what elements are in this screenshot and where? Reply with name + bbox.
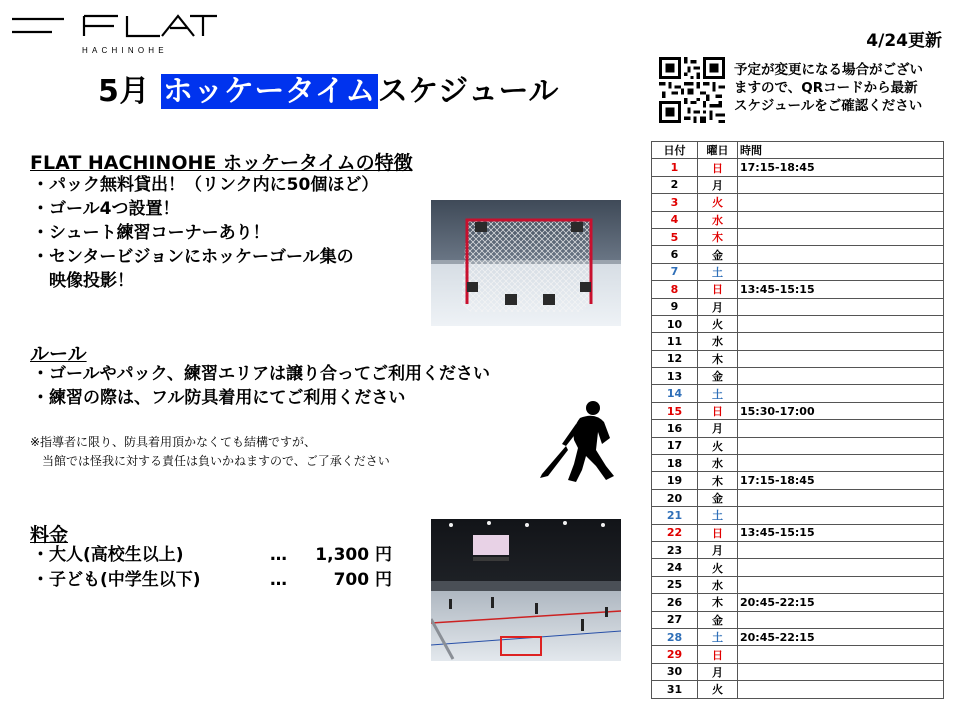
page-title <box>98 66 559 110</box>
logo-subtitle: HACHINOHE <box>82 46 168 55</box>
schedule-time: 17:15-18:45 <box>738 159 944 176</box>
flat-logo-mark <box>12 14 217 40</box>
schedule-row <box>652 594 944 611</box>
schedule-date: 5 <box>652 228 698 245</box>
schedule-date: 12 <box>652 350 698 367</box>
schedule-time <box>738 176 944 193</box>
price-label: ・子ども(中学生以下) <box>32 570 201 590</box>
schedule-row <box>652 611 944 628</box>
schedule-date: 29 <box>652 646 698 663</box>
hockey-goal-photo <box>431 200 621 326</box>
schedule-date: 1 <box>652 159 698 176</box>
schedule-dow: 水 <box>698 455 738 472</box>
schedule-date: 11 <box>652 333 698 350</box>
qr-note <box>734 61 923 115</box>
qr-note-line: ますので、QRコードから最新 <box>734 80 918 96</box>
schedule-time: 20:45-22:15 <box>738 594 944 611</box>
schedule-row <box>652 437 944 454</box>
schedule-date: 13 <box>652 368 698 385</box>
schedule-time <box>738 298 944 315</box>
price-amount: 1,300 円 <box>315 545 392 565</box>
schedule-date: 9 <box>652 298 698 315</box>
schedule-dow: 日 <box>698 402 738 419</box>
schedule-time <box>738 663 944 680</box>
schedule-dow: 土 <box>698 263 738 280</box>
price-leader: … <box>270 545 287 565</box>
header-dow: 曜日 <box>698 142 738 159</box>
schedule-row <box>652 402 944 419</box>
price-amount: 700 円 <box>333 570 392 590</box>
schedule-time <box>738 368 944 385</box>
schedule-dow: 金 <box>698 611 738 628</box>
schedule-dow: 月 <box>698 298 738 315</box>
note-line: ※指導者に限り、防具着用頂かなくても結構ですが、 <box>30 435 317 449</box>
schedule-row <box>652 507 944 524</box>
schedule-date: 7 <box>652 263 698 280</box>
schedule-date: 6 <box>652 246 698 263</box>
features-heading: FLAT HACHINOHE ホッケータイムの特徴 <box>30 152 413 174</box>
schedule-date: 21 <box>652 507 698 524</box>
schedule-time <box>738 507 944 524</box>
schedule-row <box>652 333 944 350</box>
note-line: 当館では怪我に対する責任は負いかねますので、ご了承ください <box>30 454 390 468</box>
schedule-date: 8 <box>652 281 698 298</box>
schedule-time: 20:45-22:15 <box>738 628 944 645</box>
schedule-row <box>652 472 944 489</box>
schedule-date: 27 <box>652 611 698 628</box>
schedule-row <box>652 246 944 263</box>
schedule-row <box>652 541 944 558</box>
schedule-date: 23 <box>652 541 698 558</box>
schedule-row <box>652 211 944 228</box>
schedule-dow: 土 <box>698 507 738 524</box>
schedule-row <box>652 576 944 593</box>
schedule-dow: 火 <box>698 194 738 211</box>
schedule-time: 15:30-17:00 <box>738 402 944 419</box>
rules-heading: ルール <box>30 343 87 365</box>
schedule-dow: 水 <box>698 576 738 593</box>
schedule-time <box>738 228 944 245</box>
schedule-date: 16 <box>652 420 698 437</box>
schedule-dow: 火 <box>698 315 738 332</box>
schedule-row <box>652 663 944 680</box>
rule-item: ・練習の際は、フル防具着用にてご利用ください <box>32 388 406 408</box>
schedule-dow: 月 <box>698 541 738 558</box>
schedule-dow: 月 <box>698 663 738 680</box>
schedule-date: 4 <box>652 211 698 228</box>
schedule-row <box>652 281 944 298</box>
schedule-dow: 金 <box>698 368 738 385</box>
schedule-time <box>738 611 944 628</box>
schedule-row <box>652 489 944 506</box>
schedule-time <box>738 246 944 263</box>
schedule-dow: 月 <box>698 420 738 437</box>
schedule-dow: 木 <box>698 350 738 367</box>
schedule-body <box>652 159 944 698</box>
feature-item: ・パック無料貸出！（リンク内に50個ほど） <box>32 175 379 195</box>
schedule-date: 30 <box>652 663 698 680</box>
schedule-date: 19 <box>652 472 698 489</box>
schedule-row <box>652 420 944 437</box>
schedule-dow: 金 <box>698 489 738 506</box>
schedule-time <box>738 489 944 506</box>
schedule-dow: 火 <box>698 559 738 576</box>
schedule-time: 13:45-15:15 <box>738 281 944 298</box>
schedule-time <box>738 350 944 367</box>
rules-list <box>32 362 490 410</box>
schedule-dow: 月 <box>698 176 738 193</box>
updated-date: 4/24更新 <box>866 31 942 51</box>
schedule-time: 17:15-18:45 <box>738 472 944 489</box>
schedule-row <box>652 559 944 576</box>
schedule-dow: 水 <box>698 211 738 228</box>
price-row-adult <box>32 543 392 568</box>
schedule-time: 13:45-15:15 <box>738 524 944 541</box>
schedule-time <box>738 333 944 350</box>
qr-note-line: スケジュールをご確認ください <box>734 98 923 114</box>
schedule-dow: 日 <box>698 159 738 176</box>
title-suffix: スケジュール <box>377 74 559 109</box>
schedule-date: 26 <box>652 594 698 611</box>
schedule-dow: 日 <box>698 646 738 663</box>
title-highlight: ホッケータイム <box>162 74 376 109</box>
schedule-dow: 木 <box>698 228 738 245</box>
header-time: 時間 <box>738 142 944 159</box>
schedule-row <box>652 455 944 472</box>
schedule-row <box>652 628 944 645</box>
schedule-date: 14 <box>652 385 698 402</box>
schedule-time <box>738 455 944 472</box>
price-leader: … <box>270 570 287 590</box>
schedule-time <box>738 315 944 332</box>
schedule-row <box>652 159 944 176</box>
pricing-heading: 料金 <box>30 524 69 546</box>
schedule-time <box>738 420 944 437</box>
instructor-note <box>30 433 390 471</box>
schedule-date: 22 <box>652 524 698 541</box>
schedule-row <box>652 194 944 211</box>
schedule-row <box>652 524 944 541</box>
feature-item: ・センタービジョンにホッケーゴール集の <box>32 247 354 267</box>
schedule-dow: 金 <box>698 246 738 263</box>
schedule-time <box>738 211 944 228</box>
schedule-dow: 日 <box>698 524 738 541</box>
schedule-row <box>652 298 944 315</box>
schedule-time <box>738 646 944 663</box>
schedule-row <box>652 263 944 280</box>
qr-note-line: 予定が変更になる場合がござい <box>734 62 923 78</box>
schedule-time <box>738 385 944 402</box>
schedule-time <box>738 559 944 576</box>
schedule-row <box>652 681 944 698</box>
price-label: ・大人(高校生以上) <box>32 545 184 565</box>
hockey-player-icon <box>540 400 630 486</box>
flat-logo <box>12 14 217 55</box>
schedule-dow: 木 <box>698 594 738 611</box>
schedule-dow: 土 <box>698 628 738 645</box>
rule-item: ・ゴールやパック、練習エリアは譲り合ってご利用ください <box>32 364 490 384</box>
schedule-time <box>738 541 944 558</box>
schedule-table <box>651 141 944 699</box>
schedule-time <box>738 194 944 211</box>
schedule-time <box>738 576 944 593</box>
feature-item: 映像投影！ <box>32 271 134 291</box>
ice-rink-photo <box>431 519 621 661</box>
title-prefix: 5月 <box>98 74 161 109</box>
schedule-date: 10 <box>652 315 698 332</box>
schedule-row <box>652 368 944 385</box>
schedule-header-row <box>652 142 944 159</box>
schedule-dow: 火 <box>698 681 738 698</box>
schedule-row <box>652 176 944 193</box>
schedule-date: 15 <box>652 402 698 419</box>
qr-code-icon[interactable] <box>659 57 725 123</box>
schedule-date: 28 <box>652 628 698 645</box>
feature-item: ・シュート練習コーナーあり！ <box>32 223 270 243</box>
pricing-list <box>32 543 392 593</box>
schedule-row <box>652 315 944 332</box>
schedule-date: 3 <box>652 194 698 211</box>
schedule-row <box>652 385 944 402</box>
schedule-dow: 木 <box>698 472 738 489</box>
schedule-date: 18 <box>652 455 698 472</box>
header-date: 日付 <box>652 142 698 159</box>
schedule-date: 2 <box>652 176 698 193</box>
schedule-dow: 水 <box>698 333 738 350</box>
feature-item: ・ゴール4つ設置！ <box>32 199 180 219</box>
features-list <box>32 173 378 293</box>
schedule-time <box>738 263 944 280</box>
schedule-row <box>652 646 944 663</box>
schedule-date: 24 <box>652 559 698 576</box>
price-row-child <box>32 568 392 593</box>
schedule-row <box>652 228 944 245</box>
schedule-date: 20 <box>652 489 698 506</box>
schedule-row <box>652 350 944 367</box>
schedule-date: 31 <box>652 681 698 698</box>
schedule-dow: 土 <box>698 385 738 402</box>
schedule-time <box>738 437 944 454</box>
schedule-dow: 火 <box>698 437 738 454</box>
schedule-date: 17 <box>652 437 698 454</box>
schedule-dow: 日 <box>698 281 738 298</box>
schedule-time <box>738 681 944 698</box>
schedule-date: 25 <box>652 576 698 593</box>
